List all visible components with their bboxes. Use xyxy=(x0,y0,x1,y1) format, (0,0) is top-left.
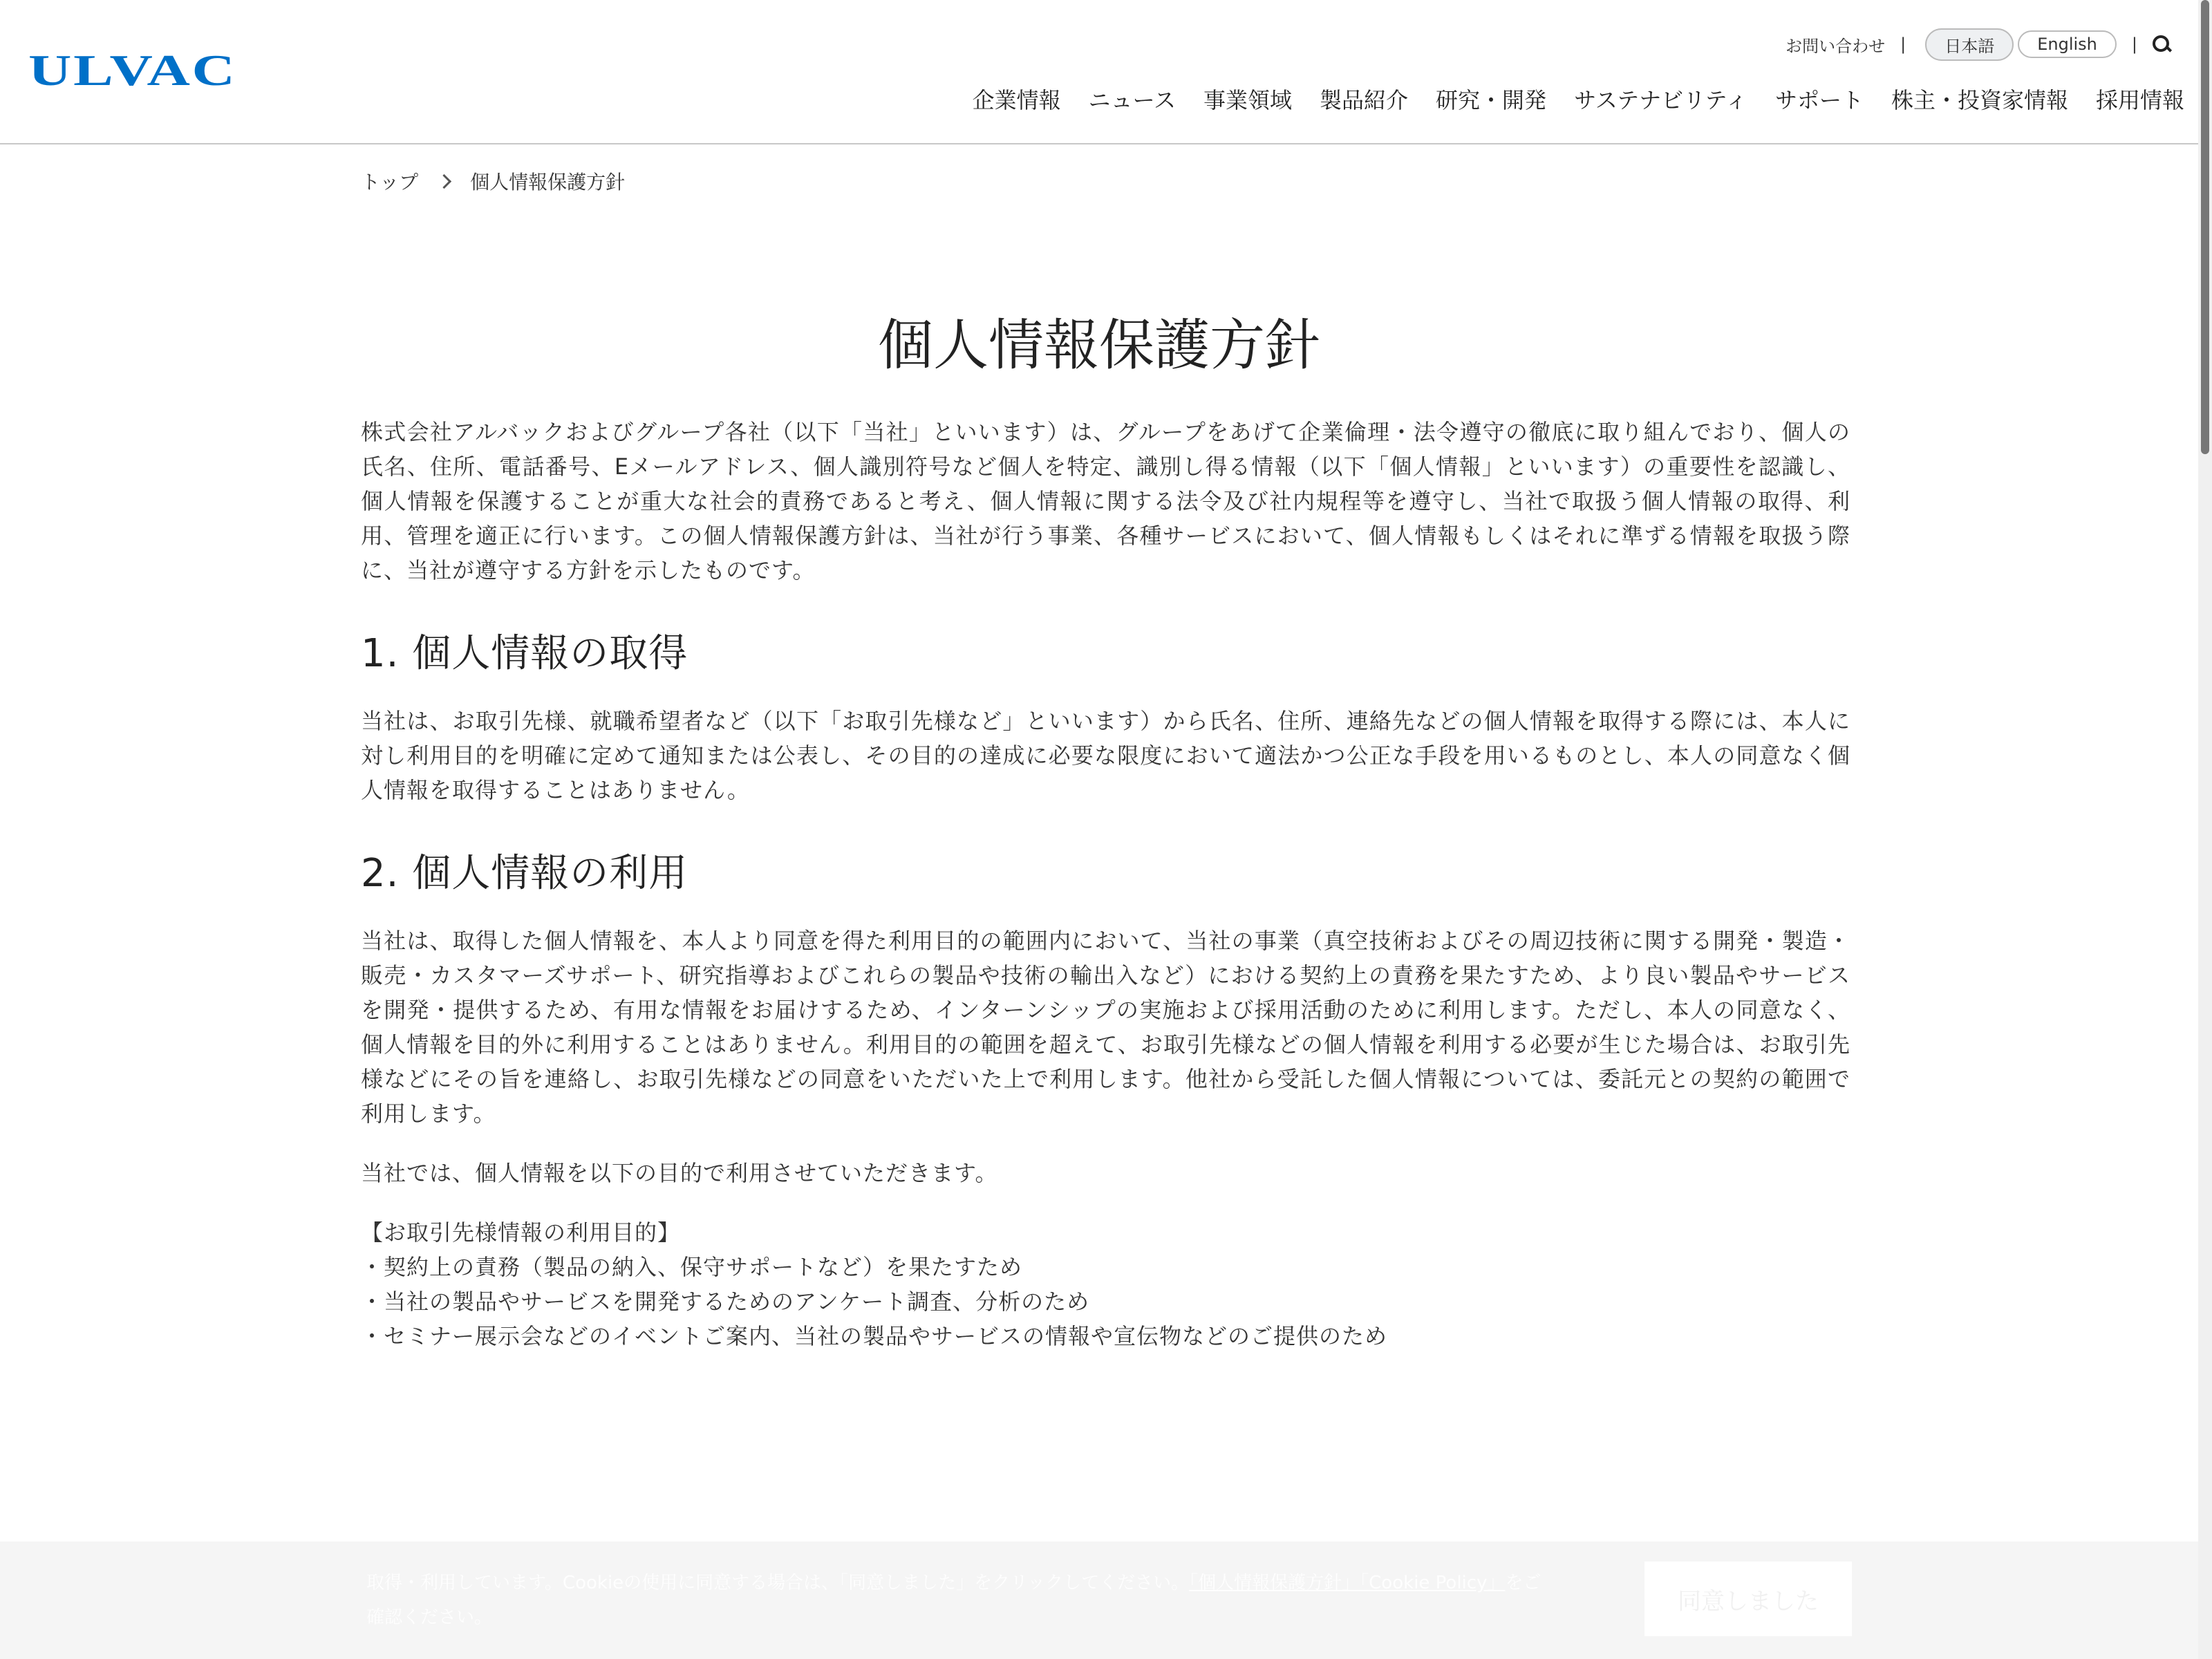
intro-paragraph: 株式会社アルバックおよびグループ各社（以下「当社」といいます）は、グループをあげて企業倫理・法令遵守の徹底に取り組んでおり、個人の氏名、住所、電話番号、Eメールアドレス、個人識別符号など個人を特定、識別し得る情報（以下「個人情報」といいます）の重要性を認識し、個人情報を保護することが重大な社会的責務であると考え、個人情報に関する法令及び社内規程等を遵守し、当社で取扱う個人情報の取得、利用、管理を適正に行います。この個人情報保護方針は、当社が行う事業、各種サービスにおいて、個人情報もしくはそれに準ずる情報を取扱う際に、当社が遵守する方針を示したものです。 xyxy=(361,419,1850,583)
cookie-banner xyxy=(0,1541,2198,1659)
nav-sustainability[interactable]: サステナビリティ xyxy=(1574,87,1747,113)
purpose-list xyxy=(361,1215,1850,1353)
nav-recruit[interactable]: 採用情報 xyxy=(2095,87,2184,113)
section-body: 当社は、取得した個人情報を、本人より同意を得た利用目的の範囲内において、当社の事業（真空技術およびその周辺技術に関する開発・製造・販売・カスタマーズサポート、研究指導およびこれらの製品や技術の輸出入など）における契約上の責務を果たすため、より良い製品やサービスを開発・提供するため、有用な情報をお届けするため、インターンシップの実施および採用活動のために利用します。ただし、本人の同意なく、個人情報を目的外に利用することはありません。利用目的の範囲を超えて、お取引先様などの個人情報を利用する必要が生じた場合は、お取引先様などにその旨を連絡し、お取引先様などの同意をいただいた上で利用します。他社から受託した個人情報については、委託元との契約の範囲で利用します。 xyxy=(361,928,1850,1127)
section-heading: 1. 個人情報の取得 xyxy=(361,631,688,676)
list-item: ・契約上の責務（製品の納入、保守サポートなど）を果たすため xyxy=(361,1254,1023,1280)
cookie-message: 取得・利用しています。Cookieの使用に同意する場合は、「同意しました」をクリックしてください。 xyxy=(366,1573,1190,1593)
breadcrumb-top[interactable]: トップ xyxy=(361,171,419,194)
divider: | xyxy=(1900,35,1906,54)
section-body: 当社では、個人情報を以下の目的で利用させていただきます。 xyxy=(361,1160,998,1186)
page-title: 個人情報保護方針 xyxy=(878,313,1320,377)
utility-nav xyxy=(1785,29,2171,59)
ulvac-logo[interactable]: ULVAC xyxy=(28,46,237,95)
section-heading: 2. 個人情報の利用 xyxy=(361,851,688,896)
nav-products[interactable]: 製品紹介 xyxy=(1320,87,1409,113)
cookie-text xyxy=(366,1566,1541,1635)
nav-ir[interactable]: 株主・投資家情報 xyxy=(1891,87,2068,113)
section-body: 当社は、お取引先様、就職希望者など（以下「お取引先様など」といいます）から氏名、住所、連絡先などの個人情報を取得する際には、本人に対し利用目的を明確に定めて通知または公表し、その目的の達成に必要な限度において適法かつ公正な手段を用いるものとし、本人の同意なく個人情報を取得することはありません。 xyxy=(361,708,1850,803)
cookie-message-end: をご確認ください。 xyxy=(366,1573,1541,1628)
chevron-right-icon xyxy=(437,174,451,188)
search-icon[interactable] xyxy=(2153,35,2171,53)
list-item: ・当社の製品やサービスを開発するためのアンケート調査、分析のため xyxy=(361,1288,1090,1315)
cookie-policy-link[interactable]: 「Cookie Policy」 xyxy=(1360,1573,1506,1593)
scrollbar-thumb[interactable] xyxy=(2201,0,2209,454)
privacy-policy-link[interactable]: 「個人情報保護方針」 xyxy=(1189,1573,1360,1593)
list-title: 【お取引先様情報の利用目的】 xyxy=(361,1219,681,1246)
nav-company[interactable]: 企業情報 xyxy=(972,87,1061,113)
lang-ja-button[interactable]: 日本語 xyxy=(1925,28,2014,61)
breadcrumb-current: 個人情報保護方針 xyxy=(470,171,626,194)
policy-content xyxy=(361,415,1850,1353)
scrollbar[interactable] xyxy=(2198,0,2212,1659)
nav-business[interactable]: 事業領域 xyxy=(1203,87,1293,113)
site-header xyxy=(0,0,2198,144)
breadcrumb xyxy=(361,167,625,195)
nav-news[interactable]: ニュース xyxy=(1088,87,1177,113)
main-nav xyxy=(973,83,2184,115)
nav-rnd[interactable]: 研究・開発 xyxy=(1436,87,1547,113)
agree-button[interactable]: 同意しました xyxy=(1644,1562,1852,1636)
lang-en-button[interactable]: English xyxy=(2018,30,2117,58)
nav-support[interactable]: サポート xyxy=(1774,87,1864,113)
divider: | xyxy=(2131,35,2137,54)
contact-link[interactable]: お問い合わせ xyxy=(1785,36,1886,56)
list-item: ・セミナー展示会などのイベントご案内、当社の製品やサービスの情報や宣伝物などのご提供のため xyxy=(361,1323,1388,1349)
